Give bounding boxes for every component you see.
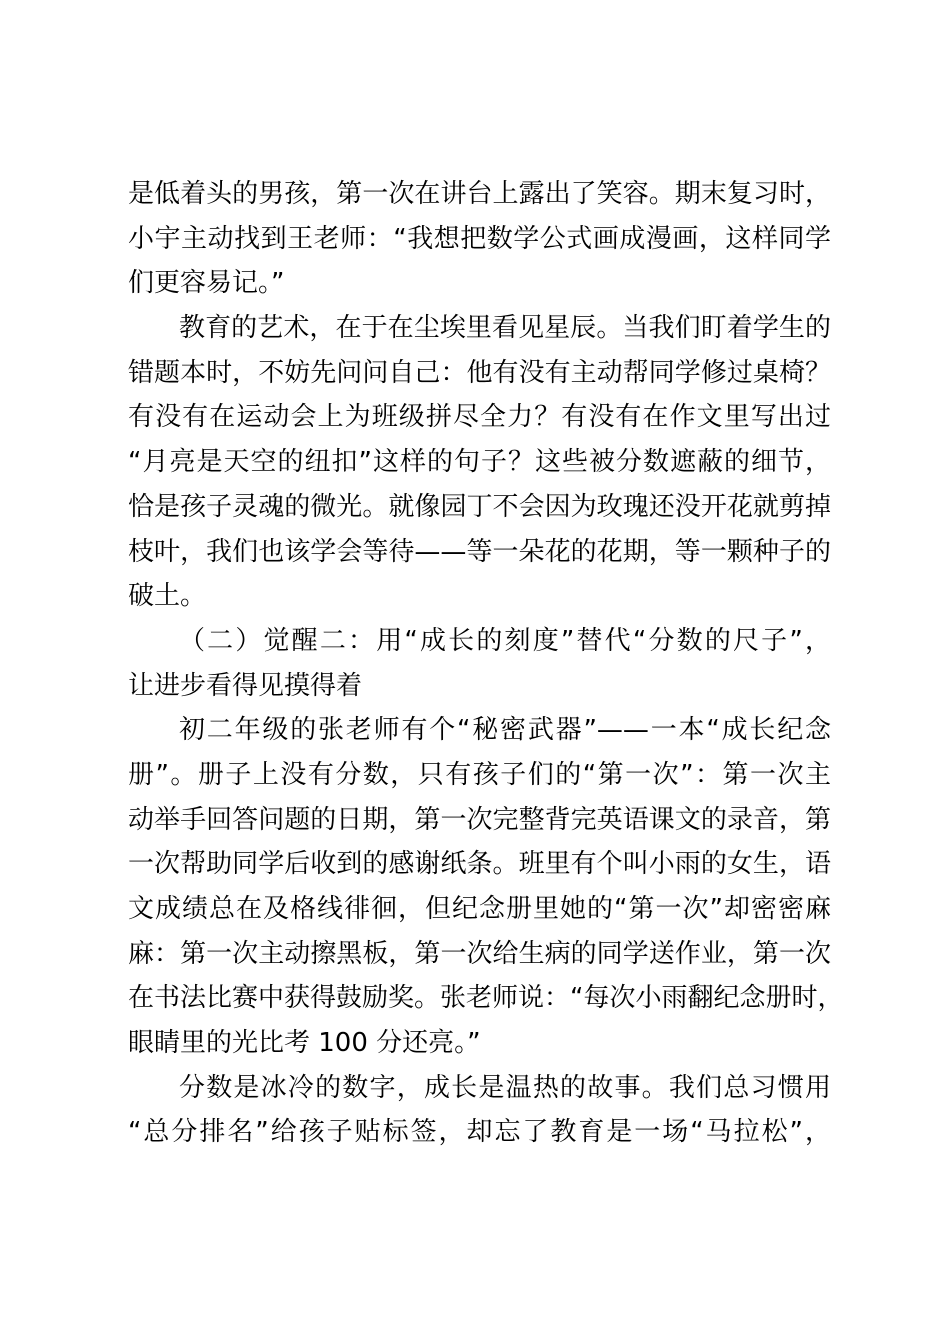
text-line: 让进步看得见摸得着 [128,670,363,701]
text-line: 们更容易记。” [128,268,285,299]
text-line: 错题本时，不妨先问问自己：他有没有主动帮同学修过桌椅？ [128,357,831,388]
text-line: 恰是孩子灵魂的微光。就像园丁不会因为玫瑰还没开花就剪掉 [128,491,831,522]
text-line: 初二年级的张老师有个“秘密武器”——一本“成长纪念 [179,715,831,746]
paragraph [128,176,831,310]
text-line: 麻：第一次主动擦黑板，第一次给生病的同学送作业，第一次 [128,938,831,969]
text-line: 有没有在运动会上为班级拼尽全力？有没有在作文里写出过 [128,402,831,433]
text-line: 眼睛里的光比考 100 分还亮。” [128,1028,481,1059]
text-line: “总分排名”给孩子贴标签，却忘了教育是一场“马拉松”， [128,1117,831,1148]
text-line: 教育的艺术，在于在尘埃里看见星辰。当我们盯着学生的 [179,313,831,344]
paragraph [128,623,831,712]
text-line: 小宇主动找到王老师：“我想把数学公式画成漫画，这样同学 [128,223,831,254]
paragraph [128,1070,831,1159]
document-body [128,176,844,1159]
paragraph [128,712,844,1070]
text-line: 在书法比赛中获得鼓励奖。张老师说：“每次小雨翻纪念册时， [128,983,844,1014]
text-line: 文成绩总在及格线徘徊，但纪念册里她的“第一次”却密密麻 [128,894,831,924]
text-line: 分数是冰冷的数字，成长是温热的故事。我们总习惯用 [179,1072,831,1103]
text-line: 一次帮助同学后收到的感谢纸条。班里有个叫小雨的女生，语 [128,849,831,880]
text-line: （二）觉醒二：用“成长的刻度”替代“分数的尺子”， [179,625,831,656]
text-line: 动举手回答问题的日期，第一次完整背完英语课文的录音，第 [128,804,831,835]
text-line: 破土。 [128,581,207,612]
text-line: 册”。册子上没有分数，只有孩子们的“第一次”：第一次主 [128,759,831,790]
text-line: 枝叶，我们也该学会等待——等一朵花的花期，等一颗种子的 [128,536,831,567]
text-line: 是低着头的男孩，第一次在讲台上露出了笑容。期末复习时， [128,179,831,209]
text-line: “月亮是天空的纽扣”这样的句子？这些被分数遮蔽的细节， [128,447,831,478]
paragraph [128,310,831,623]
